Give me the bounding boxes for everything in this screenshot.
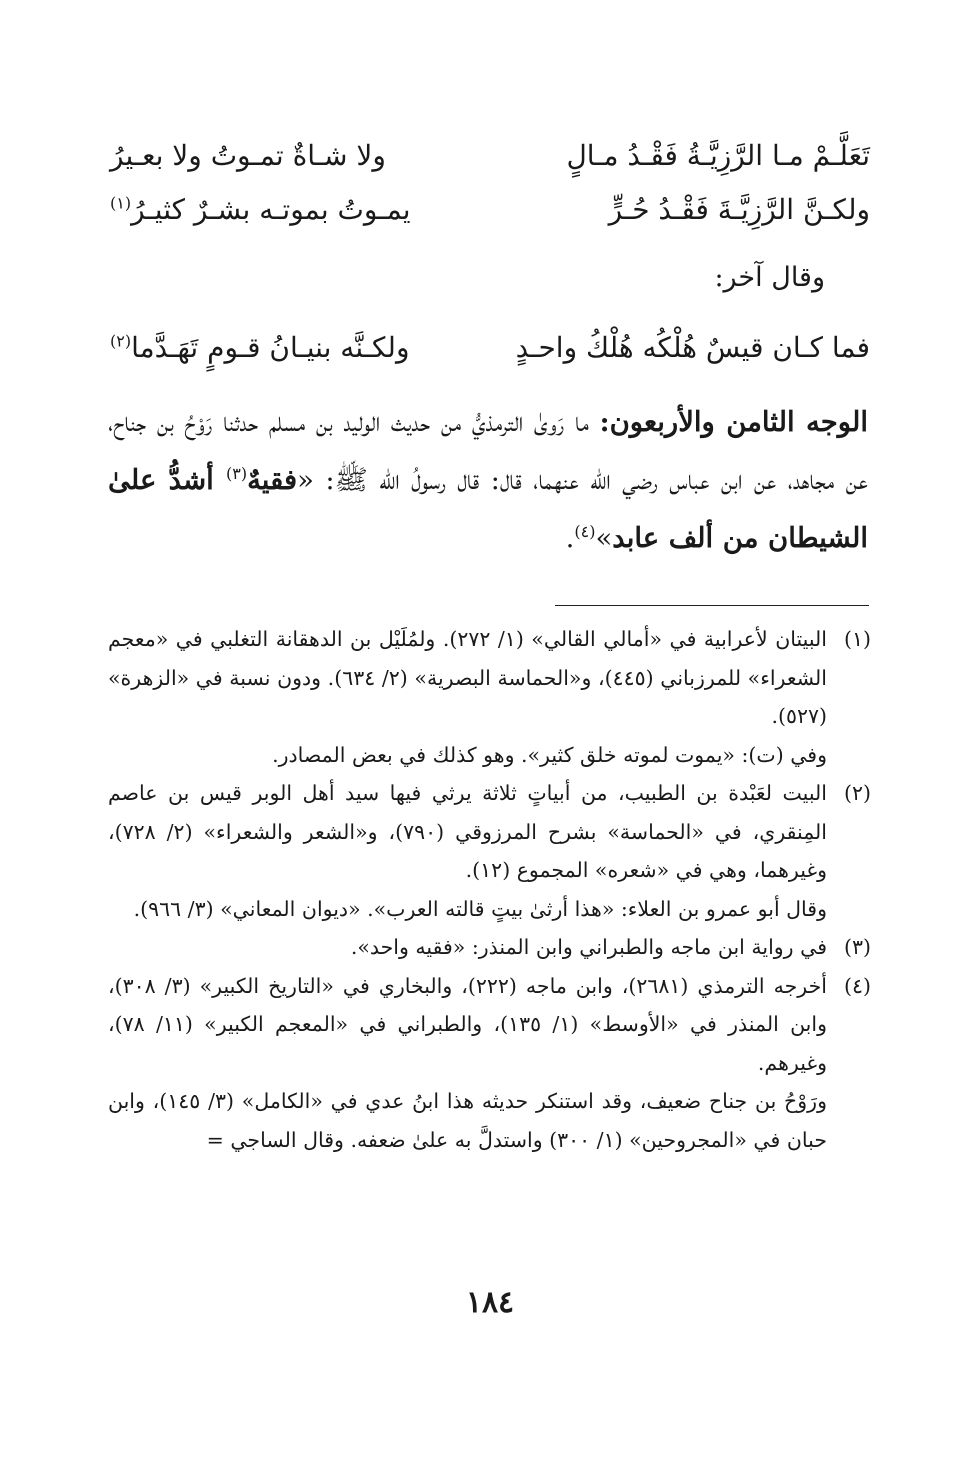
verse-first-hemistich: فما كـان قيسٌ هُلْكُه هُلْكُ واحـدٍ: [515, 330, 870, 364]
footnote-paragraph: وقال أبو عمرو بن العلاء: «هذا أرثىٰ بيتٍ قالته العرب». «ديوان المعاني» (٣/ ٩٦٦).: [133, 896, 827, 921]
verse-first-hemistich: ولكـنَّ الرَّزِيَّـةَ فَقْـدُ حُـرٍّ: [608, 192, 870, 226]
footnote-number: (٣): [843, 935, 871, 959]
hadith-text: أشدُّ علىٰ الشيطان من ألف عابد: [108, 464, 868, 554]
footnote-number: (٤): [843, 973, 871, 998]
footnote-paragraph: ورَوْحُ بن جناح ضعيف، وقد استنكر حديثه هذا ابنُ عدي في «الكامل» (٣/ ١٤٥)، وابن حبان في «المجروحين» (١/ ٣٠٠) واستدلَّ به علىٰ ضعفه. وقال الساجي =: [108, 1089, 827, 1152]
verse-line: [110, 320, 870, 374]
poem-verses-2: [110, 320, 870, 374]
poem-verses-1: [110, 128, 870, 236]
footnote-ref-3: (٣): [225, 463, 248, 483]
footnote-paragraph: وفي (ت): «يموت لموته خلق كثير». وهو كذلك في بعض المصادر.: [272, 742, 827, 767]
verse-second-hemistich: [110, 331, 480, 364]
paragraph-text: »: [595, 522, 613, 554]
footnote-paragraph: البيت لعَبْدة بن الطبيب، من أبياتٍ ثلاثة يرثي فيها سيد أهل الوبر قيس بن عاصم المِنقري، في «الحماسة» بشرح المرزوقي (٧٩٠)، و«الشعر والشعراء» (٢/ ٧٢٨)، وغيرهما، وهي في «شعره» المجموع (١٢).: [108, 781, 827, 882]
page-number: ١٨٤: [465, 1285, 515, 1320]
footnote-ref-1: (١): [110, 193, 132, 213]
footnote-paragraph: البيتان لأعرابية في «أمالي القالي» (١/ ٢٧٢). ولمُلَيْل بن الدهقانة التغلبي في «معجم الشعراء» للمرزباني (٤٤٥)، و«الحماسة البصرية» (٢/ ٦٣٤). ودون نسبة في «الزهرة» (٥٢٧).: [108, 627, 827, 728]
footnote-number: (١): [843, 627, 871, 651]
footnote-1: [108, 620, 871, 774]
verse-second-hemistich: ولا شـاةٌ تمـوتُ ولا بعـيرُ: [110, 138, 386, 172]
footnote-body: [108, 620, 827, 774]
footnote-paragraph: في رواية ابن ماجه والطبراني وابن المنذر: «فقيه واحد».: [350, 935, 827, 959]
footnote-ref-2: (٢): [110, 331, 132, 351]
paragraph-text: ما رَوىٰ الترمذيُّ من حديث الوليد بن مسلم حدثنا رَوْحُ بن جناح، عن مجاهد، عن ابن عباس رضي الله عنهما، قال: قال رسولُ الله ﷺ: «: [108, 406, 869, 496]
paragraph-text: .: [565, 522, 575, 554]
footnote-separator: [555, 605, 869, 606]
footnote-body: [108, 774, 827, 928]
footnote-3: [108, 928, 871, 967]
verse-line: [110, 182, 870, 236]
footnote-body: [108, 967, 827, 1160]
footnote-number: (٢): [843, 781, 871, 805]
section-heading: الوجه الثامن والأربعون:: [599, 406, 868, 438]
poem-intro: وقال آخر:: [714, 262, 825, 293]
footnote-paragraph: أخرجه الترمذي (٢٦٨١)، وابن ماجه (٢٢٢)، والبخاري في «التاريخ الكبير» (٣/ ٣٠٨)، وابن المنذر في «الأوسط» (١/ ١٣٥)، والطبراني في «المعجم الكبير» (١١/ ٧٨)، وغيرهم.: [108, 973, 827, 1075]
verse-second-text: ولكـنَّه بنيـانُ قـومٍ تَهَـدَّما: [131, 330, 410, 364]
footnote-4: [108, 967, 871, 1160]
verse-line: [110, 128, 870, 182]
footnote-body: [108, 928, 827, 967]
footnote-2: [108, 774, 871, 928]
verse-second-text: يمـوتُ بموتـه بشـرٌ كثيـرُ: [131, 192, 411, 226]
footnotes: [108, 620, 871, 1159]
body-paragraph: [108, 393, 868, 567]
verse-first-hemistich: تَعَلَّـمْ مـا الرَّزِيَّـةُ فَقْـدُ مـالٍ: [566, 138, 870, 172]
verse-second-hemistich: [110, 193, 480, 226]
footnote-ref-4: (٤): [574, 521, 596, 541]
hadith-text: فقيهٌ: [247, 464, 298, 496]
